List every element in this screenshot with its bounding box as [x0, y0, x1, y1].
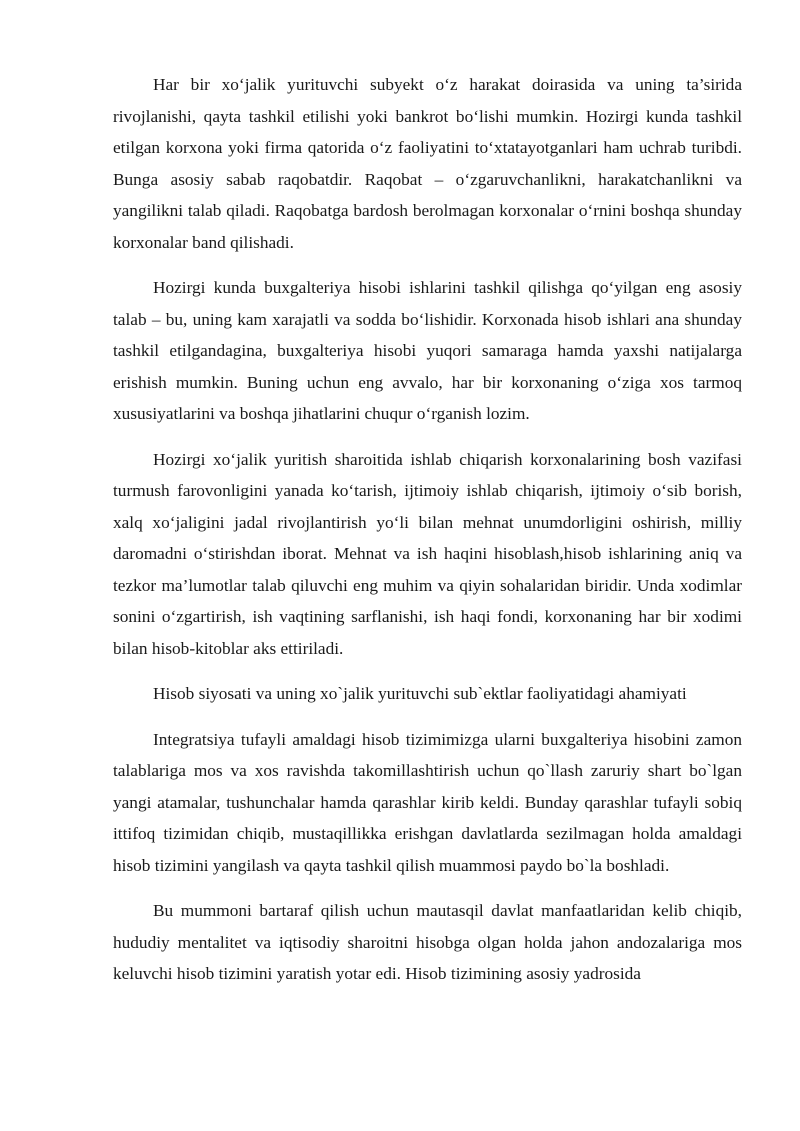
paragraph-national-accounting-system: Bu mummoni bartaraf qilish uchun mautasqil davlat manfaatlaridan kelib chiqib, hududiy mentalitet va iqtisodiy sharoitni hisobga olgan holda jahon andozalariga mos keluvchi hisob tizimini yaratish yotar edi. Hisob tizimining asosiy yadrosida: [113, 901, 742, 983]
section-heading-accounting-policy: Hisob siyosati va uning xo`jalik yurituvchi sub`ektlar faoliyatidagi ahamiyati: [153, 684, 687, 703]
paragraph-integration: Integratsiya tufayli amaldagi hisob tizimimizga ularni buxgalteriya hisobini zamon talablariga mos va xos ravishda takomillashtirish uchun qo`llash zaruriy shart bo`lgan yangi atamalar, tushunchalar hamda qarashlar kirib keldi. Bunday qarashlar tufayli sobiq ittifoq tizimidan chiqib, mustaqillikka erishgan davlatlarda sezilmagan holda amaldagi hisob tizimini yangilash va qayta tashkil qilish muammosi paydo bo`la boshladi.: [113, 729, 742, 875]
paragraph-production-enterprises: Hozirgi xo‘jalik yuritish sharoitida ishlab chiqarish korxonalarining bosh vazifasi turmush farovonligini yanada ko‘tarish, ijtimoiy ishlab chiqarish, ijtimoiy o‘sib borish, xalq xo‘jaligini jadal rivojlantirish yo‘li bilan mehnat unumdorligini oshirish, milliy daromadni o‘stirishdan iborat. Mehnat va ish haqini hisoblash,hisob ishlarining aniq va tezkor ma’lumotlar talab qiluvchi eng muhim va qiyin sohalaridan biridir. Unda xodimlar sonini o‘zgartirish, ish vaqtining sarflanishi, ish haqi fondi, korxonaning har bir xodimi bilan hisob-kitoblar aks ettiriladi.: [113, 449, 742, 658]
paragraph-competition: Har bir xo‘jalik yurituvchi subyekt o‘z harakat doirasida va uning ta’sirida rivojlanishi, qayta tashkil etilishi yoki bankrot bo‘lishi mumkin. Hozirgi kunda tashkil etilgan korxona yoki firma qatorida o‘z faoliyatini to‘xtatayotganlari ham uchrab turibdi. Bunga asosiy sabab raqobatdir. Raqobat – o‘zgaruvchanlikni, harakatchanlikni va yangilikni talab qiladi. Raqobatga bardosh berolmagan korxonalar o‘rnini boshqa shunday korxonalar band qilishadi.: [113, 75, 742, 252]
paragraph-accounting-requirements: Hozirgi kunda buxgalteriya hisobi ishlarini tashkil qilishga qo‘yilgan eng asosiy talab – bu, uning kam xarajatli va sodda bo‘lishidir. Korxonada hisob ishlari ana shunday tashkil etilgandagina, buxgalteriya hisobi yuqori samaraga hamda yaxshi natijalarga erishish mumkin. Buning uchun eng avvalo, har bir korxonaning o‘ziga xos tarmoq xususiyatlarini va boshqa jihatlarini chuqur o‘rganish lozim.: [113, 278, 742, 423]
document-page: [113, 69, 742, 990]
